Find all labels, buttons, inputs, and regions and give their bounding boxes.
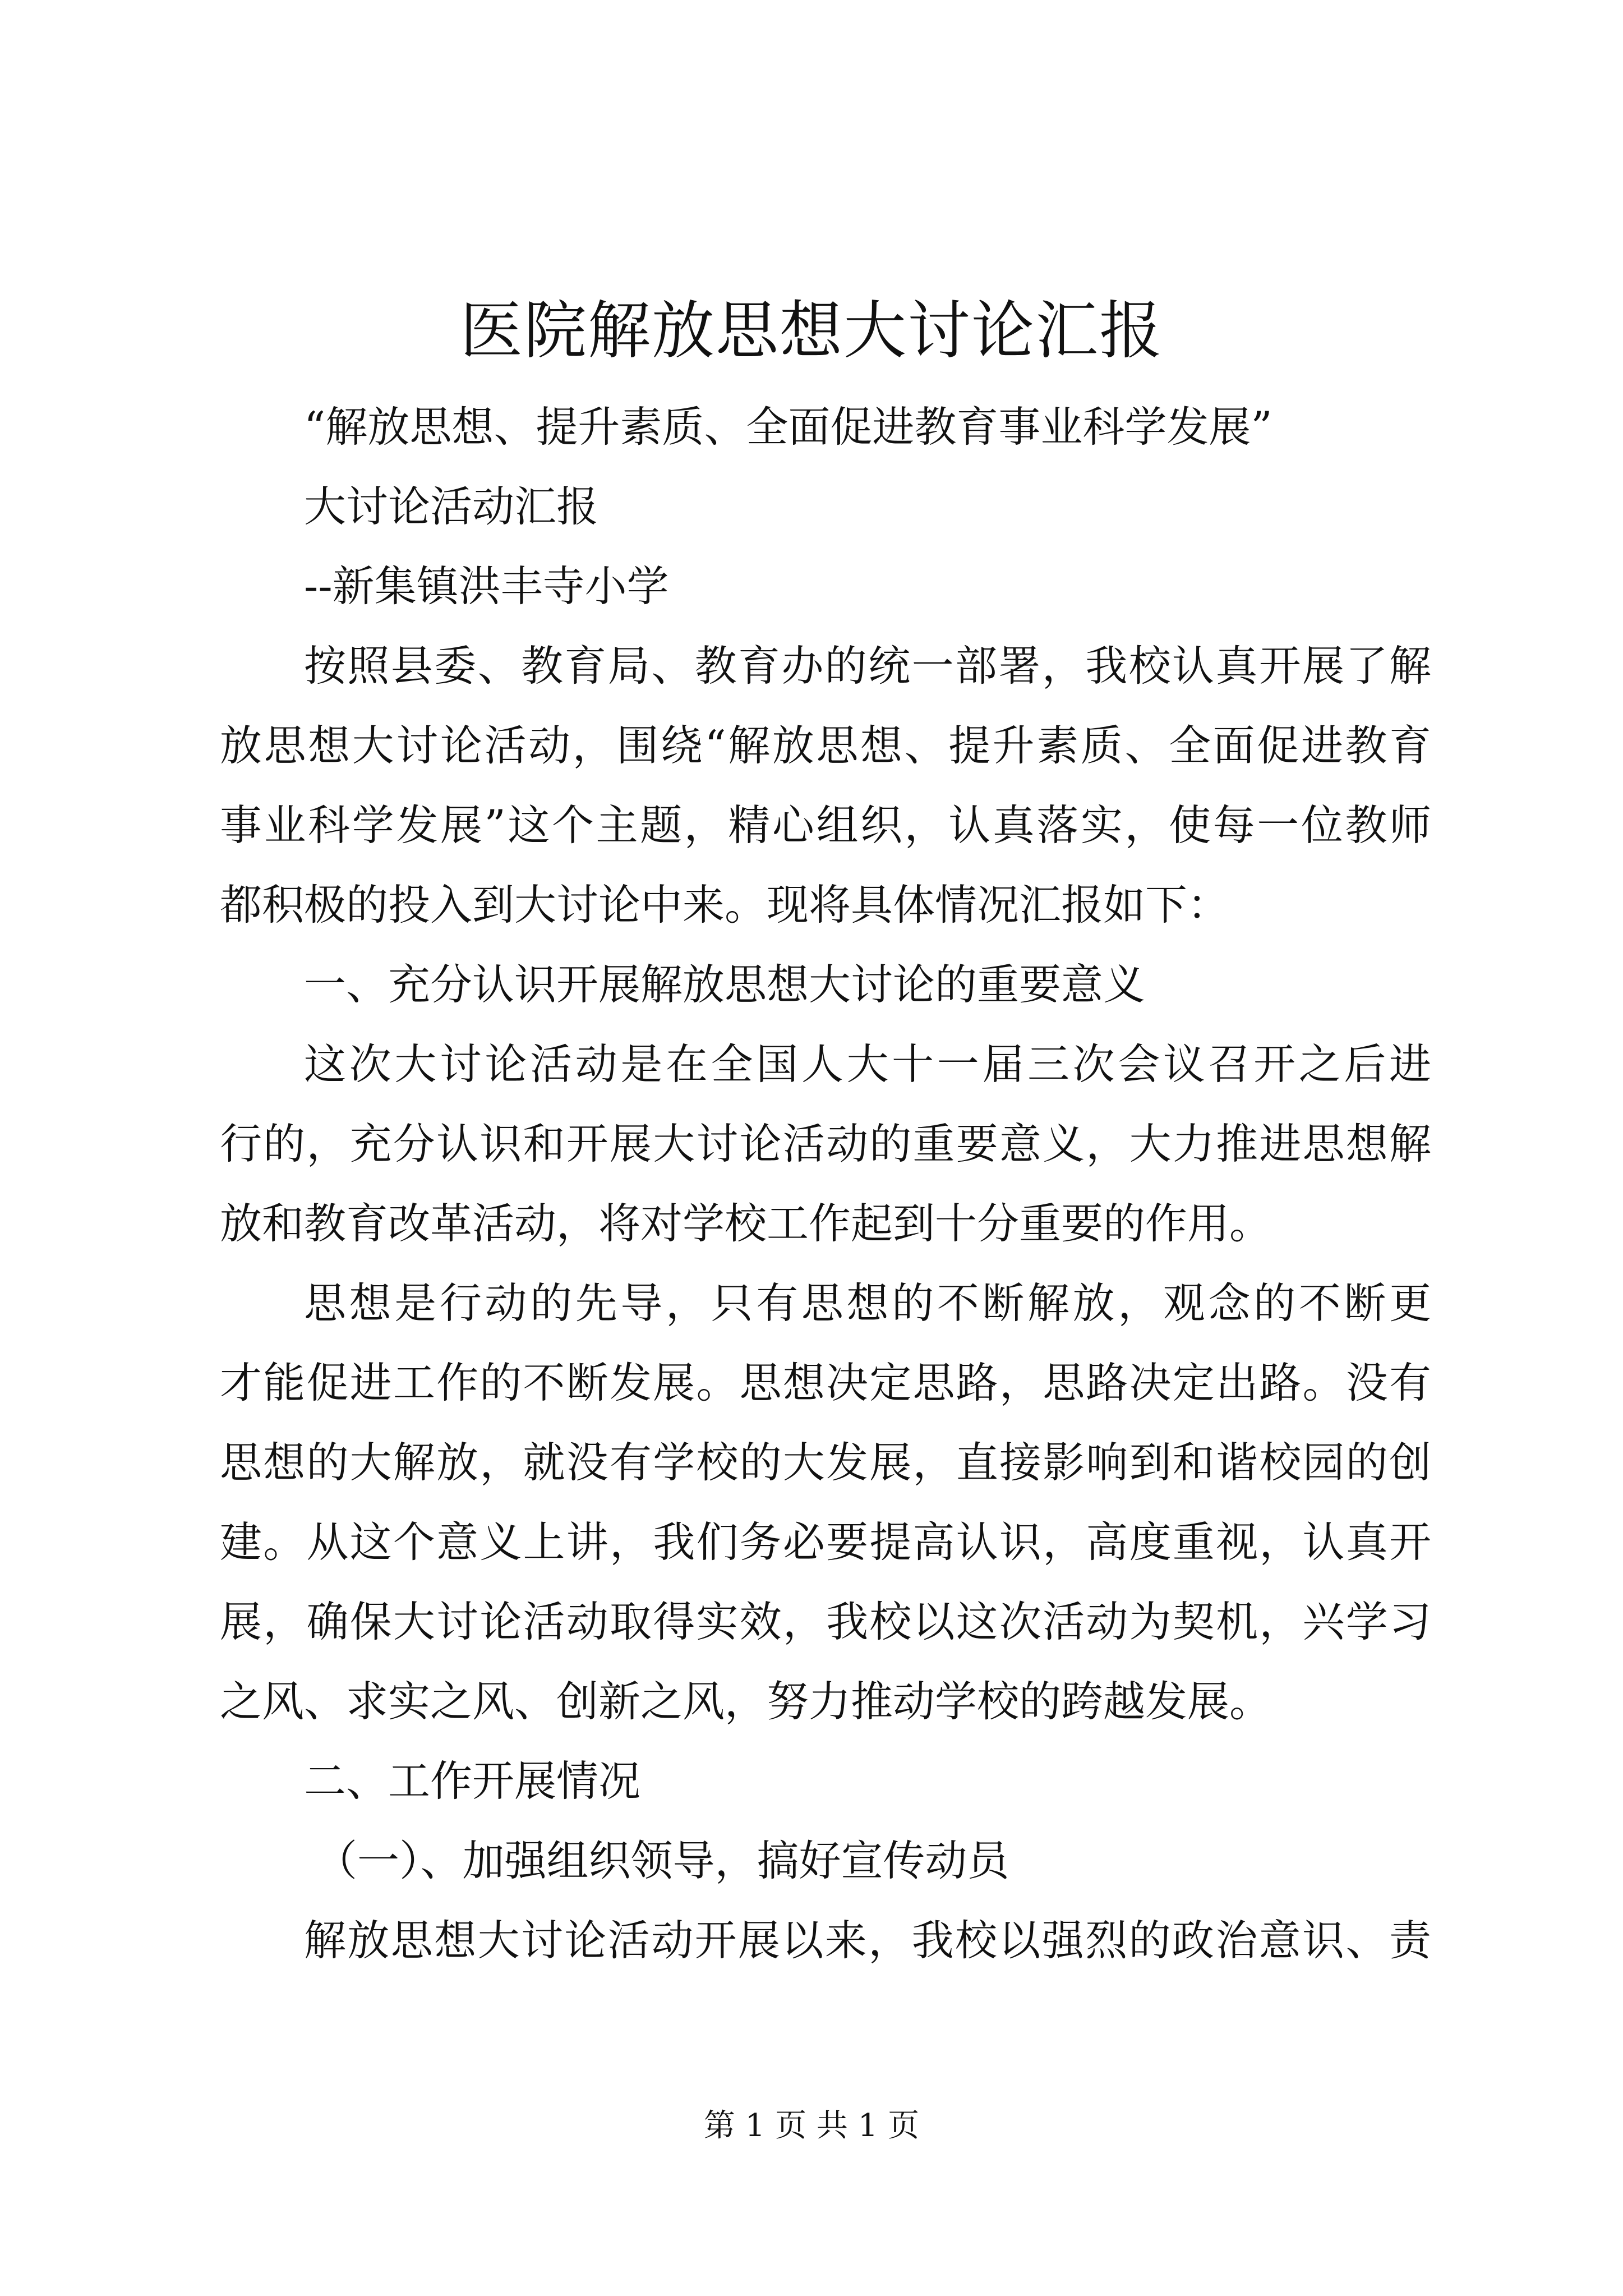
subtitle-line: 大讨论活动汇报 (304, 482, 599, 531)
paragraph-line: 解放思想大讨论活动开展以来，我校以强烈的政治意识、责 (304, 1916, 1431, 1965)
paragraph-line: 思想是行动的先导，只有思想的不断解放，观念的不断更 (304, 1278, 1431, 1328)
author-line: --新集镇洪丰寺小学 (304, 562, 669, 611)
paragraph-line: 建。从这个意义上讲，我们务必要提高认识，高度重视，认真开 (220, 1517, 1431, 1567)
subtitle-line: “解放思想、提升素质、全面促进教育事业科学发展” (304, 402, 1272, 452)
document-title: 医院解放思想大讨论汇报 (460, 295, 1163, 367)
paragraph-line: 都积极的投入到大讨论中来。现将具体情况汇报如下： (220, 880, 1230, 930)
paragraph-line: 这次大讨论活动是在全国人大十一届三次会议召开之后进 (304, 1039, 1431, 1089)
paragraph-line: 思想的大解放，就没有学校的大发展，直接影响到和谐校园的创 (220, 1438, 1431, 1487)
paragraph-line: 放思想大讨论活动，围绕“解放思想、提升素质、全面促进教育 (220, 721, 1431, 770)
paragraph-line: 行的，充分认识和开展大讨论活动的重要意义，大力推进思想解 (220, 1119, 1431, 1168)
paragraph-line: 事业科学发展”这个主题，精心组织，认真落实，使每一位教师 (220, 800, 1431, 850)
section-heading: 二、工作开展情况 (304, 1756, 641, 1806)
paragraph-line: 按照县委、教育局、教育办的统一部署，我校认真开展了解 (304, 641, 1431, 691)
paragraph-line: 放和教育改革活动，将对学校工作起到十分重要的作用。 (220, 1199, 1272, 1248)
subsection-heading: （一）、加强组织领导，搞好宣传动员 (315, 1836, 1009, 1885)
paragraph-line: 之风、求实之风、创新之风，努力推动学校的跨越发展。 (220, 1677, 1272, 1726)
document-body (220, 387, 1431, 1980)
paragraph-line: 才能促进工作的不断发展。思想决定思路，思路决定出路。没有 (220, 1358, 1431, 1407)
page-footer: 第 1 页 共 1 页 (703, 2108, 920, 2144)
section-heading: 一、充分认识开展解放思想大讨论的重要意义 (304, 960, 1146, 1009)
paragraph-line: 展，确保大讨论活动取得实效，我校以这次活动为契机，兴学习 (220, 1597, 1431, 1646)
